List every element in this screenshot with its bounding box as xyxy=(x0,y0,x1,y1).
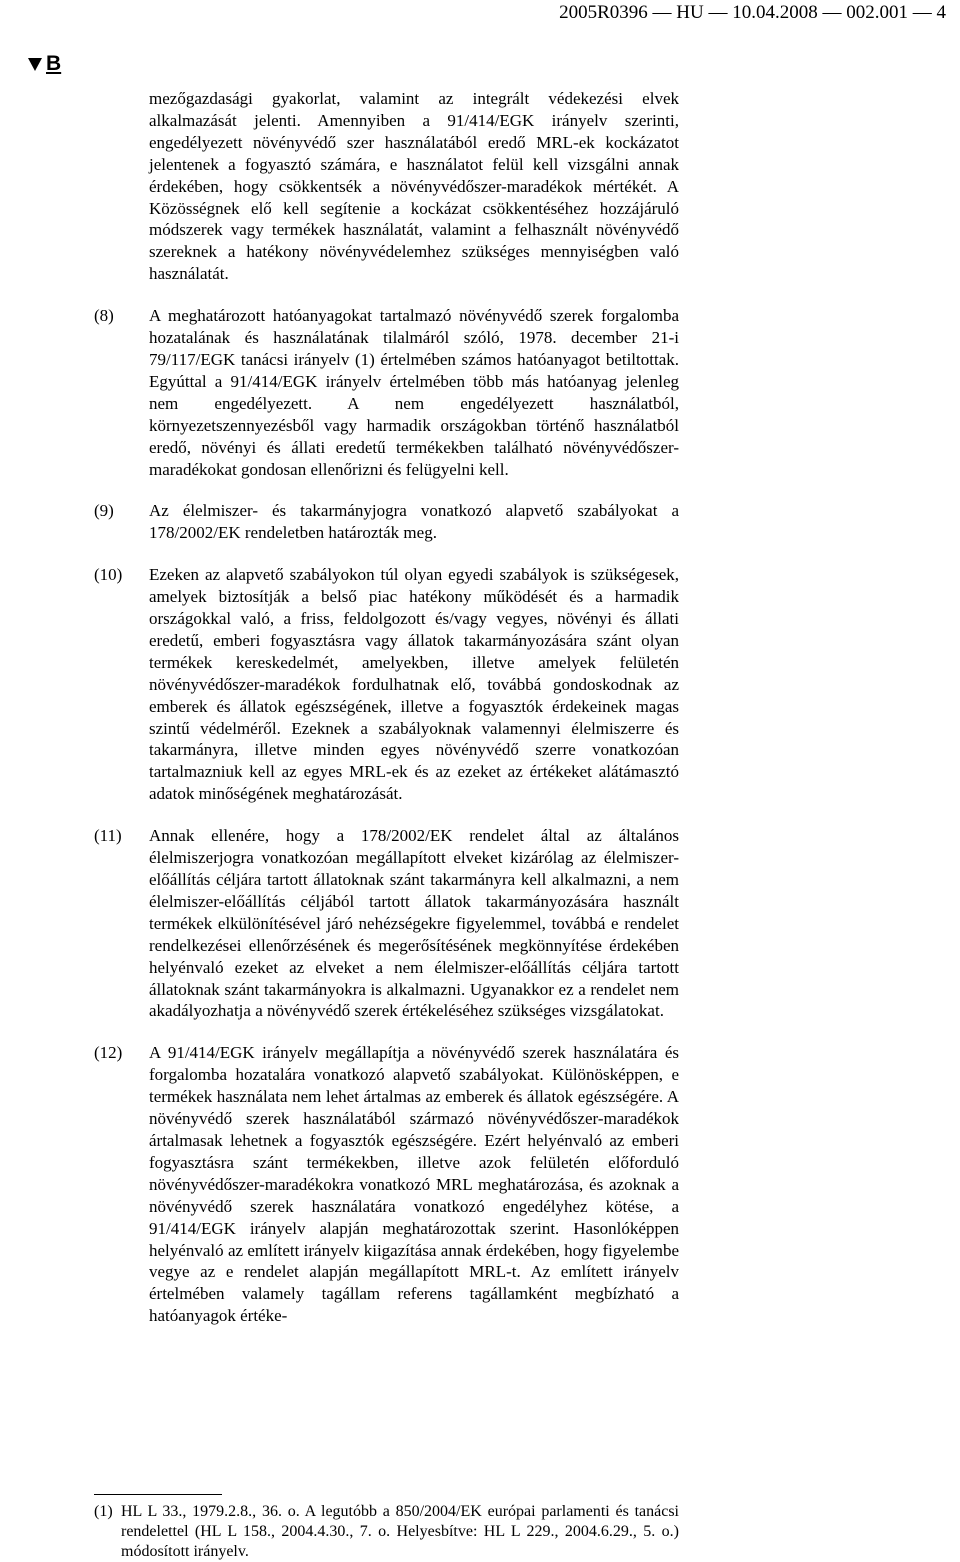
recital-11 xyxy=(0,825,960,1022)
recital-number: (11) xyxy=(94,826,122,846)
recital-number: (9) xyxy=(94,501,114,521)
recital-text: Annak ellenére, hogy a 178/2002/EK rendelet által az általános élelmiszerjogra vonatkozóan megállapított elveket kizárólag az élelmiszer-előállítás céljára tartott állatoknak szánt takarmányra kell alkalmazni, a nem élelmiszer-előállítás céljából tartott állatok takarmányozására használt termékek elkülönítésével járó nehézségekre figyelemmel, továbbá e rendelet rendelkezései ellenőrzésének és megerősítésének megkönnyítése érdekében helyénvaló ezeket az elveket a nem élelmiszer-előállítás céljára tartott állatoknak szánt takarmányokra is alkalmazni. Ugyanakkor ez a rendelet nem akadályozhatja a növényvédő szerek értékeléséhez szükséges vizsgálatokat. xyxy=(149,826,679,1021)
footnote-divider xyxy=(94,1494,222,1495)
recital-number: (10) xyxy=(94,565,123,585)
footnote-text: HL L 33., 1979.2.8., 36. o. A legutóbb a 850/2004/EK európai parlamenti és tanácsi rendelettel (HL L 158., 2004.4.30., 7. o. Helyesbítve: HL L 229., 2004.6.29., 5. o.) módosított irányelv. xyxy=(121,1503,679,1560)
recital-text: mezőgazdasági gyakorlat, valamint az integrált védekezési elvek alkalmazását jelenti. Amennyiben a 91/414/EGK irányelv szerinti, engedélyezett növényvédő szer használatából eredő MRL-ek kockázatot jelentenek a fogyasztó számára, e használatot felül kell vizsgálni annak érdekében, hogy csökkentsék a növényvédőszer-maradékok mértékét. A Közösségnek elő kell segítenie a kockázat csökkentéséhez hozzájáruló módszerek vagy termékek használatát, valamint a felhasznált növényvédő szereknek a hatékony növényvédelemhez szükséges mennyiségben való használatát. xyxy=(149,89,679,284)
consolidation-marker xyxy=(28,52,61,76)
recital-continuation xyxy=(0,88,960,285)
triangle-down-icon xyxy=(28,58,42,71)
document-body xyxy=(0,88,960,1347)
recital-8 xyxy=(0,305,960,480)
document-reference-header: 2005R0396 — HU — 10.04.2008 — 002.001 — 4 xyxy=(559,2,946,23)
recital-12 xyxy=(0,1042,960,1327)
recital-text: A meghatározott hatóanyagokat tartalmazó növényvédő szerek forgalomba hozatalának és használatának tilalmáról szóló, 1978. december 21-i 79/117/EGK tanácsi irányelv (1) értelmében számos hatóanyagot betiltottak. Egyúttal a 91/414/EGK irányelv értelmében több más hatóanyag jelenleg nem engedélyezett. A nem engedélyezett használatból, környezetszennyezésből vagy harmadik országokban történő használatból eredő, növényi és állati eredetű termékekben található növényvédőszer-maradékokat gondosan ellenőrizni és felügyelni kell. xyxy=(149,306,679,479)
recital-text: Ezeken az alapvető szabályokon túl olyan egyedi szabályok is szükségesek, amelyek biztosítják a belső piac hatékony működését és a harmadik országokkal való, a friss, feldolgozott és/vagy vegyes, növényi és állati eredetű, emberi fogyasztásra vagy állatok takarmányozására szánt olyan termékek kereskedelmét, amelyekben, illetve amelyek felületén növényvédőszer-maradékok fordulhatnak elő, továbbá gondoskodnak az emberek és állatok egészségének, illetve a fogyasztók érdekeinek magas szintű védelméről. Ezeknek a szabályoknak valamennyi élelmiszerre és takarmányra, illetve minden egyes növényvédő szerre vonatkozóan tartalmazniuk kell az egyes MRL-ek és az ezeket az értékeket alátámasztó adatok minőségének meghatározását. xyxy=(149,565,679,804)
footnote-mark: (1) xyxy=(94,1503,113,1520)
footnote xyxy=(94,1502,679,1562)
recital-number: (12) xyxy=(94,1043,123,1063)
recital-9 xyxy=(0,500,960,544)
recital-text: Az élelmiszer- és takarmányjogra vonatkozó alapvető szabályokat a 178/2002/EK rendeletben határozták meg. xyxy=(149,501,679,543)
marker-letter: B xyxy=(46,52,62,75)
recital-10 xyxy=(0,564,960,805)
recital-number: (8) xyxy=(94,306,114,326)
recital-text: A 91/414/EGK irányelv megállapítja a növényvédő szerek használatára és forgalomba hozatalára vonatkozó alapvető szabályokat. Különösképpen, e termékek használata nem lehet ártalmas az emberek és állatok egészségére. A növényvédő szerek használatából származó növényvédőszer-maradékok ártalmasak lehetnek a fogyasztók egészségére. Ezért helyénvaló az emberi fogyasztásra szánt termékekben, illetve azok felületén előforduló növényvédőszer-maradékokra vonatkozó MRL meghatározása, és azoknak a növényvédő szerek használatára vonatkozó engedélyhez kötése, a 91/414/EGK irányelv alapján meghatározottak szerint. Hasonlóképpen helyénvaló az említett irányelv kiigazítása annak érdekében, hogy figyelembe vegye az e rendelet alapján megállapított MRL-t. Az említett irányelv értelmében valamely tagállam referens tagállamként megbízható a hatóanyagok értéke- xyxy=(149,1043,679,1326)
